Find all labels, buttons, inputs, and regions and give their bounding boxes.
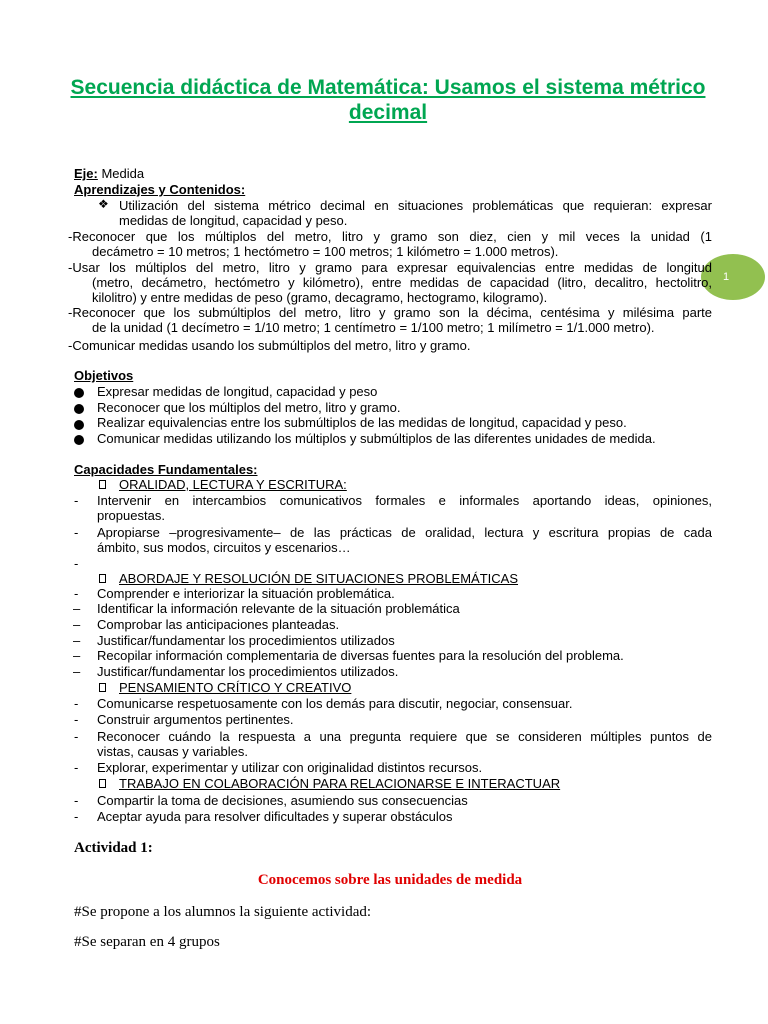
cap2-item: Recopilar información complementaria de diversas fuentes para la resolución del problema.	[97, 648, 624, 663]
contenido-1-line-1: -Reconocer que los múltiplos del metro, litro y gramo son diez, cien y mil veces la unidad (1	[68, 229, 712, 244]
cap3-item: Construir argumentos pertinentes.	[97, 712, 294, 727]
capacidades-heading: Capacidades Fundamentales:	[74, 462, 258, 477]
page-number-badge: 1	[701, 254, 765, 300]
cap4-heading: TRABAJO EN COLABORACIÓN PARA RELACIONARSE E INTERACTUAR	[119, 776, 561, 791]
checkbox-square-icon	[99, 480, 106, 489]
cap3-item: Reconocer cuándo la respuesta a una pregunta requiere que se consideren múltiples puntos de	[97, 729, 712, 744]
cap1-item-2-line-1: Apropiarse –progresivamente– de las prácticas de oralidad, lectura y escritura propias de cada	[97, 525, 712, 540]
contenido-3-line-1: -Reconocer que los submúltiplos del metro, litro y gramo son la décima, centésima y milésima parte	[68, 305, 712, 320]
actividad-heading: Actividad 1:	[74, 840, 153, 856]
bullet-dot-icon	[74, 388, 84, 398]
cap3-item: Explorar, experimentar y utilizar con originalidad distintos recursos.	[97, 760, 483, 775]
cap1-item-2-line-2: ámbito, sus modos, circuitos y escenarios…	[97, 540, 351, 555]
actividad-subtitle: Conocemos sobre las unidades de medida	[257, 872, 523, 888]
aprendizajes-heading: Aprendizajes y Contenidos:	[74, 182, 246, 197]
cap4-item: Compartir la toma de decisiones, asumiendo sus consecuencias	[97, 793, 468, 808]
dash-bullet-icon: –	[73, 601, 81, 616]
contenido-2-line-1: -Usar los múltiplos del metro, litro y gramo para expresar equivalencias entre medidas de longitud	[68, 260, 712, 275]
dash-bullet-icon: -	[74, 493, 79, 508]
eje-line	[74, 166, 144, 181]
cap2-heading: ABORDAJE Y RESOLUCIÓN DE SITUACIONES PROBLEMÁTICAS	[119, 571, 519, 586]
dash-bullet-icon: -	[74, 809, 79, 824]
objetivo-item: Comunicar medidas utilizando los múltiplos y submúltiplos de las diferentes unidades de medida.	[97, 431, 656, 446]
eje-label: Eje:	[74, 166, 98, 181]
aprendizaje-line-1: Utilización del sistema métrico decimal en situaciones problemáticas que requieran: expresar	[119, 198, 712, 213]
bullet-dot-icon	[74, 404, 84, 414]
document-title: Secuencia didáctica de Matemática: Usamos el sistema métrico decimal	[70, 76, 706, 124]
cap2-item: Comprender e interiorizar la situación problemática.	[97, 586, 395, 601]
cap2-item: Comprobar las anticipaciones planteadas.	[97, 617, 340, 632]
aprendizaje-line-2: medidas de longitud, capacidad y peso.	[119, 213, 348, 228]
cap1-item-1-line-2: propuestas.	[97, 508, 165, 523]
dash-bullet-icon: -	[74, 712, 79, 727]
dash-bullet-icon: -	[74, 760, 79, 775]
cap1-item-1-line-1: Intervenir en intercambios comunicativos formales e informales aportando ideas, opiniones,	[97, 493, 712, 508]
contenido-2-line-3: kilolitro) y entre medidas de peso (gramo, decagramo, hectogramo, kilogramo).	[92, 290, 548, 305]
dash-bullet-icon: -	[74, 793, 79, 808]
cap3-heading: PENSAMIENTO CRÍTICO Y CREATIVO	[119, 680, 352, 695]
dash-bullet-icon: –	[73, 617, 81, 632]
cap2-item: Justificar/fundamentar los procedimientos utilizados.	[97, 664, 399, 679]
checkbox-square-icon	[99, 574, 106, 583]
cap2-item: Identificar la información relevante de la situación problemática	[97, 601, 460, 616]
dash-bullet-icon: –	[73, 633, 81, 648]
contenido-4-line-1: -Comunicar medidas usando los submúltiplos del metro, litro y gramo.	[68, 338, 471, 353]
actividad-line: #Se separan en 4 grupos	[74, 934, 220, 950]
dash-bullet-icon: -	[74, 696, 79, 711]
bullet-dot-icon	[74, 420, 84, 430]
dash-bullet-icon: -	[74, 729, 79, 744]
eje-value: Medida	[97, 166, 145, 181]
contenido-3-line-2: de la unidad (1 decímetro = 1/10 metro; 1 centímetro = 1/100 metro; 1 milímetro = 1/1.000 metro).	[92, 320, 655, 335]
objetivo-item: Realizar equivalencias entre los submúltiplos de las medidas de longitud, capacidad y peso.	[97, 415, 627, 430]
actividad-line: #Se propone a los alumnos la siguiente actividad:	[74, 904, 372, 920]
objetivo-item: Reconocer que los múltiplos del metro, litro y gramo.	[97, 400, 401, 415]
objetivo-item: Expresar medidas de longitud, capacidad y peso	[97, 384, 378, 399]
dash-bullet-icon: -	[74, 525, 79, 540]
dash-bullet-icon: -	[74, 586, 79, 601]
cap3-item-continuation: vistas, causas y variables.	[97, 744, 249, 759]
dash-bullet-icon: –	[73, 664, 81, 679]
objetivos-heading: Objetivos	[74, 368, 134, 383]
contenido-1-line-2: decámetro = 10 metros; 1 hectómetro = 100 metros; 1 kilómetro = 1.000 metros).	[92, 244, 559, 259]
cap4-item: Aceptar ayuda para resolver dificultades y superar obstáculos	[97, 809, 453, 824]
dash-bullet-icon: –	[73, 648, 81, 663]
dash-bullet-icon: -	[74, 556, 79, 571]
bullet-dot-icon	[74, 435, 84, 445]
checkbox-square-icon	[99, 683, 106, 692]
cap3-item: Comunicarse respetuosamente con los demás para discutir, negociar, consensuar.	[97, 696, 573, 711]
cap2-item: Justificar/fundamentar los procedimientos utilizados	[97, 633, 395, 648]
contenido-2-line-2: (metro, decámetro, hectómetro y kilómetro), entre medidas de capacidad (litro, decalitro, hectolitro,	[92, 275, 712, 290]
cap1-heading: ORALIDAD, LECTURA Y ESCRITURA:	[119, 477, 347, 492]
diamond-bullet-icon: ❖	[98, 197, 109, 211]
checkbox-square-icon	[99, 779, 106, 788]
